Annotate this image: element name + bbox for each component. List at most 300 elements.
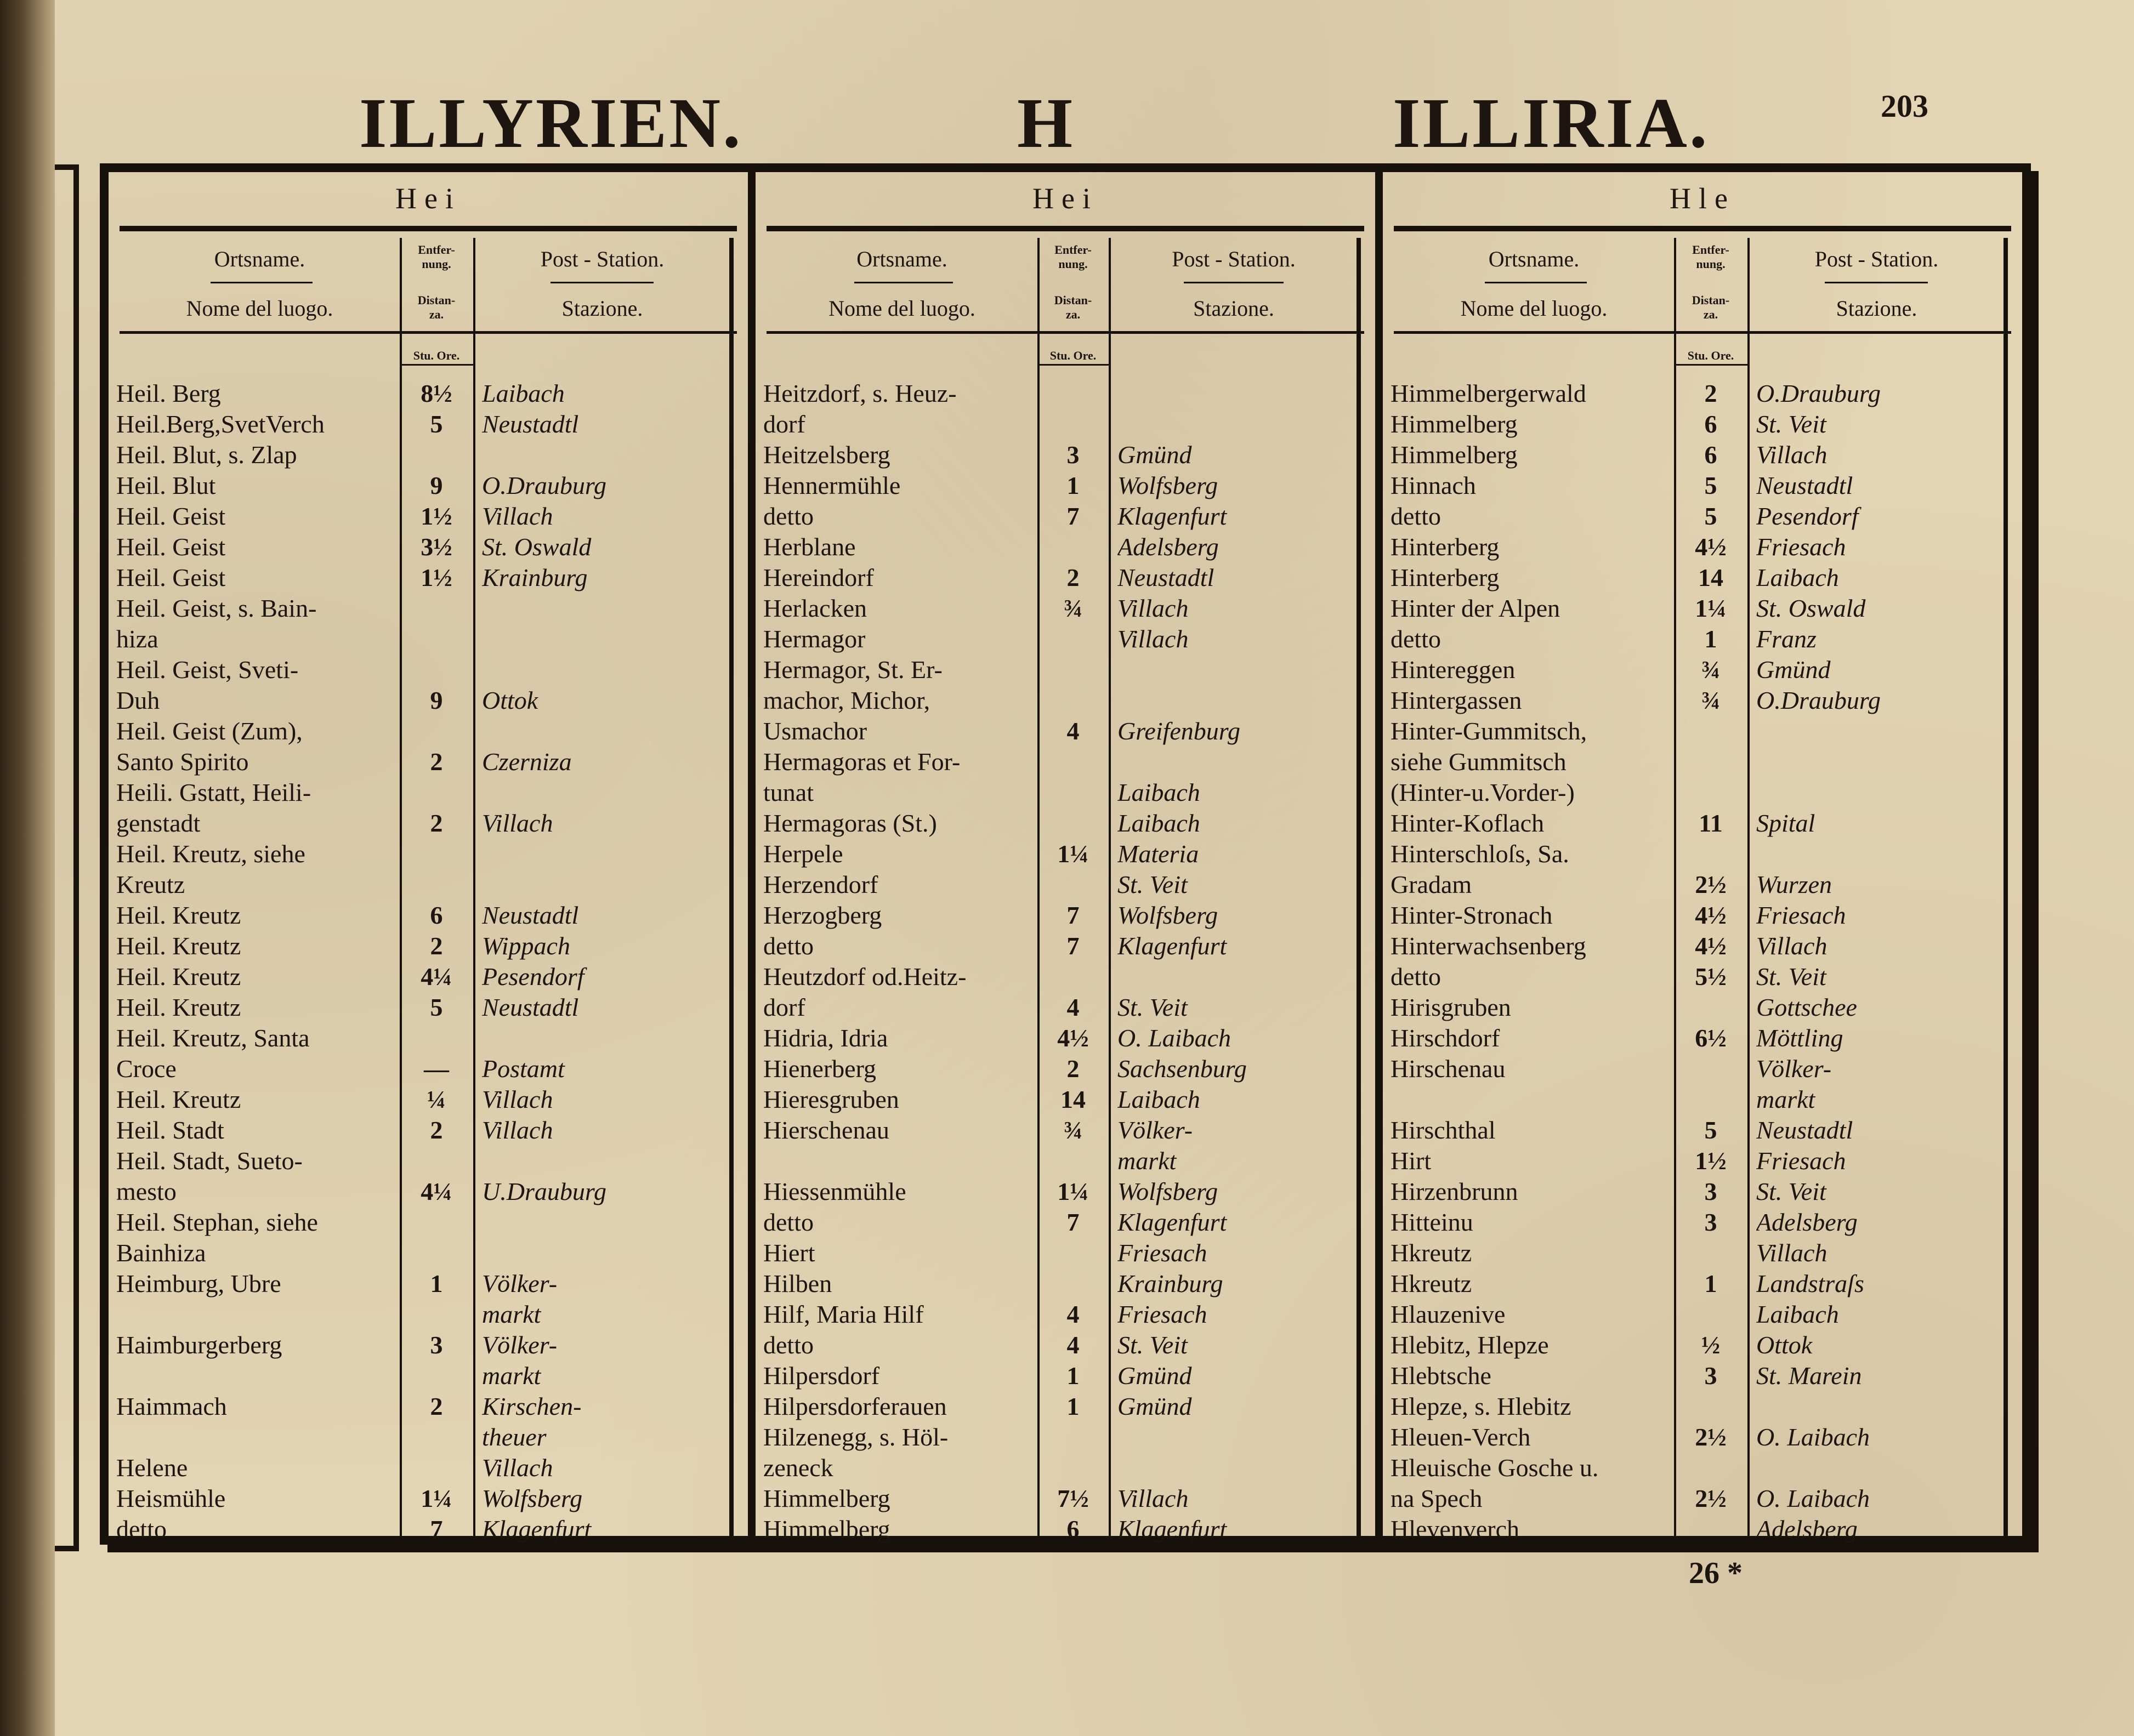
distance-hours: 3: [1704, 1362, 1717, 1390]
table-row: [1383, 1361, 2022, 1391]
table-row: [756, 992, 1375, 1023]
place-name: Haimmach: [116, 1392, 227, 1420]
place-name: Heil. Stadt, Sueto-: [116, 1147, 303, 1175]
table-row: [756, 931, 1375, 961]
post-station: Pesendorf: [482, 963, 584, 991]
table-section: [756, 172, 1375, 1543]
table-row: [1383, 1084, 2022, 1115]
place-name: Hereindorf: [763, 564, 874, 591]
column-header-dist-de-2: nung.: [1696, 257, 1726, 271]
column-header-station-it: Stazione.: [1193, 296, 1274, 321]
distance-hours: 1¼: [1057, 840, 1089, 868]
distance-hours: 1: [1066, 1362, 1080, 1390]
place-name: Haimburgerberg: [116, 1331, 282, 1359]
distance-hours: 7½: [1057, 1484, 1089, 1512]
column-header-name-it: Nome del luogo.: [1460, 296, 1608, 321]
place-name: Hlevenverch: [1390, 1515, 1519, 1543]
units-rule: [1674, 364, 1747, 366]
table-row: [1383, 992, 2022, 1023]
section-letter: H: [1017, 84, 1075, 163]
table-row: [756, 409, 1375, 440]
place-name: Hermagoras (St.): [763, 809, 937, 837]
place-name: Hintereggen: [1390, 656, 1516, 684]
column-header-units: Stu. Ore.: [1687, 349, 1734, 362]
distance-hours: 7: [1066, 502, 1080, 530]
place-name: Hirzenbrunn: [1390, 1177, 1518, 1205]
table-row: [1383, 685, 2022, 716]
table-row: [756, 1146, 1375, 1176]
table-row: [756, 777, 1375, 808]
place-name: detto: [763, 502, 814, 530]
post-station: Neustadtl: [482, 901, 579, 929]
section-letters: Hle: [1670, 182, 1735, 215]
post-station: Friesach: [1117, 1239, 1207, 1267]
column-header-units: Stu. Ore.: [413, 349, 460, 362]
section-letters: Hei: [1032, 182, 1098, 215]
table-row: [756, 1483, 1375, 1514]
distance-hours: 2: [430, 748, 443, 776]
table-row: [1383, 562, 2022, 593]
place-name: Herblane: [763, 533, 856, 561]
table-row: [1383, 1514, 2022, 1545]
place-name: Heil. Stadt: [116, 1116, 224, 1144]
post-station: Ottok: [1756, 1331, 1813, 1359]
column-header-dist-it-2: za.: [429, 308, 444, 321]
table-row: [756, 562, 1375, 593]
distance-hours: 4½: [1057, 1024, 1089, 1052]
table-row: [109, 777, 748, 808]
distance-hours: 2: [430, 809, 443, 837]
table-row: [1383, 1023, 2022, 1054]
table-row: [1383, 1422, 2022, 1453]
place-name: Duh: [116, 686, 160, 714]
entry-list: [756, 378, 1375, 1545]
previous-page-border: [55, 164, 79, 1551]
column-header-dist-de-2: nung.: [422, 257, 451, 271]
post-station: Czerniza: [482, 748, 572, 776]
column-header-dist-it-1: Distan-: [1054, 293, 1092, 307]
table-row: [109, 1238, 748, 1268]
table-row: [109, 747, 748, 777]
place-name: Hkreutz: [1390, 1239, 1472, 1267]
place-name: Hlepze, s. Hlebitz: [1390, 1392, 1571, 1420]
table-row: [1383, 1483, 2022, 1514]
table-row: [109, 562, 748, 593]
place-name: Herzendorf: [763, 870, 878, 898]
post-station: Adelsberg: [1756, 1208, 1858, 1236]
place-name: Croce: [116, 1055, 177, 1083]
place-name: Herlacken: [763, 594, 867, 622]
post-station: St. Oswald: [482, 533, 592, 561]
place-name: Kreutz: [116, 870, 185, 898]
place-name: Bainhiza: [116, 1239, 206, 1267]
distance-hours: 3: [1704, 1208, 1717, 1236]
table-row: [1383, 839, 2022, 869]
table-row: [1383, 1238, 2022, 1268]
table-row: [109, 378, 748, 409]
table-row: [109, 470, 748, 501]
entry-list: [109, 378, 748, 1545]
table-row: [756, 1361, 1375, 1391]
table-row: [109, 440, 748, 470]
place-name: Hermagor, St. Er-: [763, 656, 943, 684]
table-row: [109, 1084, 748, 1115]
place-name: Himmelbergerwald: [1390, 379, 1586, 407]
post-station: O. Laibach: [1756, 1423, 1870, 1451]
distance-hours: 4½: [1695, 901, 1727, 929]
table-row: [1383, 961, 2022, 992]
post-station: Wolfsberg: [1117, 471, 1218, 499]
table-row: [109, 961, 748, 992]
table-row: [756, 1115, 1375, 1146]
place-name: detto: [763, 932, 814, 960]
distance-hours: 9: [430, 471, 443, 499]
table-row: [1383, 869, 2022, 900]
place-name: (Hinter-u.Vorder-): [1390, 778, 1575, 806]
table-row: [1383, 1330, 2022, 1361]
place-name: detto: [1390, 625, 1441, 653]
place-name: Himmelberg: [1390, 410, 1518, 438]
table-row: [1383, 654, 2022, 685]
place-name: detto: [1390, 502, 1441, 530]
distance-hours: 1½: [1695, 1147, 1727, 1175]
place-name: Heimburg, Ubre: [116, 1270, 281, 1297]
post-station: markt: [1756, 1085, 1815, 1113]
place-name: siehe Gummitsch: [1390, 748, 1567, 776]
header-short-rule: [211, 282, 313, 283]
table-row: [756, 1514, 1375, 1545]
table-row: [1383, 1268, 2022, 1299]
place-name: Santo Spirito: [116, 748, 249, 776]
table-row: [756, 961, 1375, 992]
header-short-rule: [550, 282, 654, 283]
post-station: Adelsberg: [1756, 1515, 1858, 1543]
place-name: Heil. Kreutz, Santa: [116, 1024, 310, 1052]
table-row: [756, 900, 1375, 931]
distance-hours: 2: [430, 1392, 443, 1420]
distance-hours: 11: [1699, 809, 1723, 837]
place-name: mesto: [116, 1177, 177, 1205]
place-name: Heil. Geist: [116, 533, 226, 561]
header-short-rule: [1825, 282, 1928, 283]
place-name: Heil. Geist (Zum),: [116, 717, 303, 745]
post-station: Neustadtl: [1117, 564, 1214, 591]
table-row: [109, 900, 748, 931]
post-station: Kirschen-: [482, 1392, 582, 1420]
column-header-dist-it-2: za.: [1065, 308, 1081, 321]
post-station: Völker-: [1756, 1055, 1832, 1083]
distance-hours: 4½: [1695, 932, 1727, 960]
table-row: [109, 931, 748, 961]
distance-hours: 5½: [1695, 963, 1727, 991]
place-name: Helene: [116, 1454, 188, 1482]
column-header-dist-it-1: Distan-: [1692, 293, 1730, 307]
place-name: Heismühle: [116, 1484, 226, 1512]
place-name: Hieresgruben: [763, 1085, 899, 1113]
post-station: Villach: [482, 1454, 553, 1482]
post-station: Wolfsberg: [482, 1484, 583, 1512]
place-name: Hlebitz, Hlepze: [1390, 1331, 1549, 1359]
table-row: [756, 1330, 1375, 1361]
post-station: Franz: [1756, 625, 1817, 653]
place-name: Hiessenmühle: [763, 1177, 906, 1205]
post-station: Gmünd: [1117, 441, 1192, 469]
book-page: [55, 0, 2134, 1736]
post-station: Landstraſs: [1756, 1270, 1864, 1297]
post-station: markt: [482, 1362, 541, 1390]
table-row: [756, 440, 1375, 470]
table-row: [109, 716, 748, 747]
book-spine-edge: [0, 0, 60, 1736]
post-station: Sachsenburg: [1117, 1055, 1247, 1083]
distance-hours: 4¼: [421, 963, 452, 991]
place-name: machor, Michor,: [763, 686, 930, 714]
table-row: [1383, 747, 2022, 777]
post-station: Friesach: [1756, 1147, 1846, 1175]
place-name: Heil. Berg: [116, 379, 221, 407]
post-station: Neustadtl: [1756, 1116, 1853, 1144]
place-name: Hilben: [763, 1270, 832, 1297]
place-name: Hintergassen: [1390, 686, 1522, 714]
post-station: Villach: [482, 1085, 553, 1113]
post-station: O.Drauburg: [482, 471, 607, 499]
distance-hours: 5: [430, 993, 443, 1021]
table-row: [109, 1453, 748, 1483]
post-station: markt: [1117, 1147, 1177, 1175]
header-rule: [120, 226, 737, 231]
header-short-rule: [1184, 282, 1284, 283]
place-name: Hirt: [1390, 1147, 1432, 1175]
place-name: genstadt: [116, 809, 201, 837]
place-name: Heil. Kreutz: [116, 932, 241, 960]
distance-hours: 2½: [1695, 1423, 1727, 1451]
table-row: [109, 1054, 748, 1084]
place-name: Heil. Blut: [116, 471, 216, 499]
header-rule: [767, 226, 1364, 231]
place-name: Hleuische Gosche u.: [1390, 1454, 1599, 1482]
place-name: Hermagoras et For-: [763, 748, 961, 776]
table-row: [756, 532, 1375, 562]
post-station: Villach: [1117, 1484, 1189, 1512]
table-row: [1383, 624, 2022, 654]
distance-hours: 7: [1066, 901, 1080, 929]
distance-hours: 2: [1066, 1055, 1080, 1083]
distance-hours: 4: [1066, 1300, 1080, 1328]
table-row: [756, 808, 1375, 839]
table-row: [756, 1176, 1375, 1207]
place-name: Heil. Kreutz, siehe: [116, 840, 305, 868]
column-header-station-it: Stazione.: [1836, 296, 1917, 321]
post-station: Villach: [1117, 594, 1189, 622]
place-name: Heil. Kreutz: [116, 993, 241, 1021]
place-name: Hermagor: [763, 625, 866, 653]
column-header-dist-de-1: Entfer-: [418, 243, 455, 257]
place-name: Heil. Geist, Sveti-: [116, 656, 299, 684]
distance-hours: 7: [1066, 932, 1080, 960]
place-name: detto: [763, 1331, 814, 1359]
section-divider: [1375, 172, 1383, 1536]
distance-hours: 2: [1704, 379, 1717, 407]
post-station: St. Oswald: [1756, 594, 1866, 622]
post-station: Gmünd: [1756, 656, 1831, 684]
post-station: Gmünd: [1117, 1362, 1192, 1390]
post-station: Materia: [1117, 840, 1199, 868]
distance-hours: 1: [1704, 625, 1717, 653]
table-row: [756, 593, 1375, 624]
place-name: Heil. Kreutz: [116, 963, 241, 991]
table-row: [109, 1268, 748, 1299]
table-row: [756, 716, 1375, 747]
header-bottom-rule: [767, 331, 1364, 334]
place-name: detto: [763, 1208, 814, 1236]
table-row: [109, 1299, 748, 1330]
place-name: Heil. Geist: [116, 502, 226, 530]
table-row: [109, 409, 748, 440]
table-row: [756, 654, 1375, 685]
distance-hours: ¾: [1063, 594, 1083, 622]
distance-hours: 6½: [1695, 1024, 1727, 1052]
distance-hours: 5: [1704, 471, 1717, 499]
place-name: Hierschenau: [763, 1116, 889, 1144]
place-name: Hinter-Stronach: [1390, 901, 1553, 929]
column-header-name-it: Nome del luogo.: [828, 296, 975, 321]
entry-list: [1383, 378, 2022, 1545]
table-row: [1383, 501, 2022, 532]
place-name: Heil. Kreutz: [116, 901, 241, 929]
post-station: Klagenfurt: [1117, 1515, 1227, 1543]
post-station: St. Marein: [1756, 1362, 1862, 1390]
place-name: Hilf, Maria Hilf: [763, 1300, 924, 1328]
table-row: [109, 501, 748, 532]
table-row: [109, 1115, 748, 1146]
post-station: Spital: [1756, 809, 1815, 837]
distance-hours: 5: [430, 410, 443, 438]
table-row: [109, 593, 748, 624]
place-name: Hlauzenive: [1390, 1300, 1506, 1328]
table-row: [109, 685, 748, 716]
distance-hours: 4: [1066, 993, 1080, 1021]
distance-hours: ½: [1701, 1331, 1721, 1359]
place-name: Himmelberg: [1390, 441, 1518, 469]
table-row: [109, 1146, 748, 1176]
gazetteer-table: [100, 163, 2031, 1545]
table-row: [109, 808, 748, 839]
distance-hours: 3: [1704, 1177, 1717, 1205]
post-station: St. Veit: [1756, 1177, 1826, 1205]
table-row: [109, 839, 748, 869]
distance-hours: 1: [1066, 471, 1080, 499]
distance-hours: 6: [1704, 410, 1717, 438]
distance-hours: 7: [430, 1515, 443, 1543]
place-name: Hitteinu: [1390, 1208, 1473, 1236]
table-row: [756, 624, 1375, 654]
column-header-dist-de-1: Entfer-: [1692, 243, 1729, 257]
place-name: Hennermühle: [763, 471, 901, 499]
table-row: [756, 869, 1375, 900]
distance-hours: 1¼: [1695, 594, 1727, 622]
distance-hours: 3½: [421, 533, 452, 561]
place-name: Heil. Geist, s. Bain-: [116, 594, 317, 622]
column-header-dist-it-1: Distan-: [417, 293, 456, 307]
place-name: Hilpersdorferauen: [763, 1392, 947, 1420]
place-name: Heil.Berg,SvetVerch: [116, 410, 325, 438]
place-name: Himmelberg: [763, 1515, 890, 1543]
place-name: Herpele: [763, 840, 843, 868]
post-station: theuer: [482, 1423, 547, 1451]
distance-hours: 1½: [421, 564, 452, 591]
distance-hours: 6: [1704, 441, 1717, 469]
table-row: [109, 532, 748, 562]
table-row: [1383, 1299, 2022, 1330]
table-row: [756, 378, 1375, 409]
table-row: [1383, 440, 2022, 470]
distance-hours: 4¼: [421, 1177, 452, 1205]
post-station: St. Veit: [1117, 993, 1188, 1021]
distance-hours: ¾: [1701, 656, 1721, 684]
place-name: Hinter-Koflach: [1390, 809, 1545, 837]
post-station: Klagenfurt: [1117, 932, 1227, 960]
header-short-rule: [854, 282, 953, 283]
title-italian: ILLIRIA.: [1393, 84, 1710, 163]
post-station: Villach: [1117, 625, 1189, 653]
post-station: Neustadtl: [482, 993, 579, 1021]
place-name: Hiert: [763, 1239, 815, 1267]
table-row: [756, 1299, 1375, 1330]
distance-hours: ¼: [427, 1085, 446, 1113]
distance-hours: 7: [1066, 1208, 1080, 1236]
distance-hours: 2: [430, 1116, 443, 1144]
table-row: [756, 685, 1375, 716]
distance-hours: 14: [1060, 1085, 1086, 1113]
place-name: Heil. Kreutz: [116, 1085, 241, 1113]
table-row: [1383, 1176, 2022, 1207]
place-name: Gradam: [1390, 870, 1472, 898]
post-station: Völker-: [482, 1331, 558, 1359]
column-header-dist-de-2: nung.: [1058, 257, 1088, 271]
distance-hours: 4½: [1695, 533, 1727, 561]
place-name: tunat: [763, 778, 814, 806]
distance-hours: 5: [1704, 502, 1717, 530]
distance-hours: 4: [1066, 717, 1080, 745]
distance-hours: 2: [1066, 564, 1080, 591]
post-station: Neustadtl: [1756, 471, 1853, 499]
place-name: Usmachor: [763, 717, 867, 745]
table-row: [109, 1514, 748, 1545]
table-row: [756, 1054, 1375, 1084]
post-station: Klagenfurt: [1117, 502, 1227, 530]
post-station: Friesach: [1117, 1300, 1207, 1328]
post-station: markt: [482, 1300, 541, 1328]
table-row: [756, 839, 1375, 869]
place-name: detto: [116, 1515, 167, 1543]
distance-hours: —: [424, 1055, 449, 1083]
post-station: Villach: [482, 809, 553, 837]
distance-hours: 6: [430, 901, 443, 929]
post-station: O.Drauburg: [1756, 686, 1881, 714]
post-station: Möttling: [1756, 1024, 1843, 1052]
table-row: [756, 1268, 1375, 1299]
place-name: Hinterberg: [1390, 564, 1500, 591]
post-station: Wolfsberg: [1117, 1177, 1218, 1205]
post-station: Villach: [1756, 1239, 1827, 1267]
post-station: Friesach: [1756, 533, 1846, 561]
place-name: Heil. Stephan, siehe: [116, 1208, 318, 1236]
distance-hours: 2½: [1695, 1484, 1727, 1512]
place-name: Hilzenegg, s. Höl-: [763, 1423, 949, 1451]
distance-hours: 1½: [421, 502, 452, 530]
column-header-station-de: Post - Station.: [1814, 247, 1939, 271]
column-header-name-de: Ortsname.: [214, 247, 305, 271]
